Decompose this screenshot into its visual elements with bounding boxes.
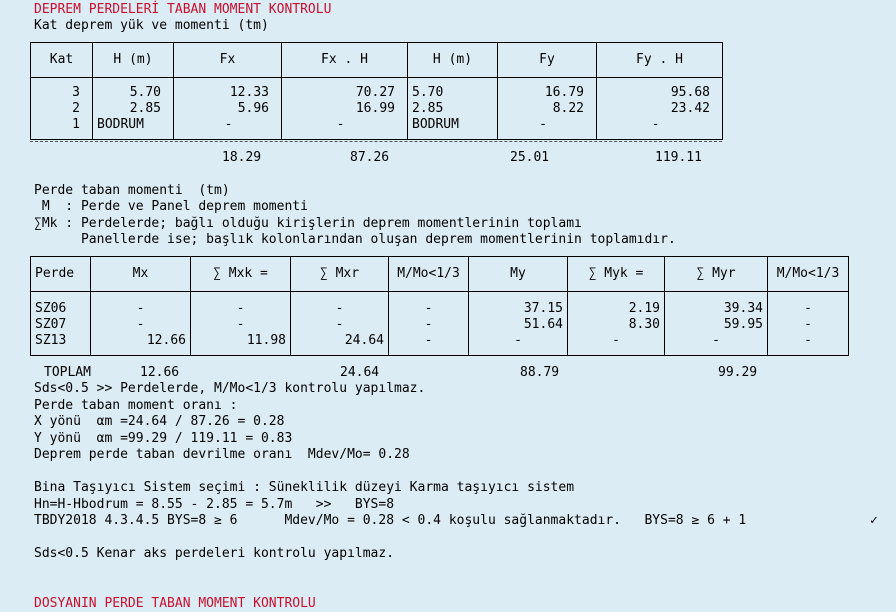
check-icon: ✓ [870,513,878,528]
table-body [31,292,849,356]
col-header: ∑ Myk = [568,257,665,292]
col-header: ∑ Mxk = [191,257,291,292]
col-header: ∑ Mxr [291,257,389,292]
result-line: Sds<0.5 Kenar aks perdeleri kontrolu yapılmaz. [34,546,395,561]
total-mx: 12.66 [140,365,180,380]
total-my: 88.79 [520,365,560,380]
col-header: Fx [174,43,282,78]
fxh-cell: 70.27 16.99 - [282,78,408,140]
col-header: Perde [31,257,91,292]
fx-cell: 12.33 5.96 - [174,78,282,140]
fyh-cell: 95.68 23.42 - [597,78,723,140]
result-line: Hn=H-Hbodrum = 8.55 - 2.85 = 5.7m >> BYS=8 [34,497,395,512]
page-title: DEPREM PERDELERİ TABAN MOMENT KONTROLU [34,2,332,17]
col-header: Kat [31,43,93,78]
col-header: My [469,257,568,292]
mx-cell: - - 12.66 [91,292,191,356]
mmox-cell: - - - [389,292,469,356]
result-line: Deprem perde taban devrilme oranı Mdev/Mo= 0.28 [34,447,410,462]
myr-cell: 39.34 59.95 - [665,292,768,356]
total-fxh: 87.26 [350,150,390,165]
mmoy-cell: - - - [768,292,849,356]
hx-cell: 5.70 2.85 BODRUM [93,78,174,140]
result-line: Bina Taşıyıcı Sistem seçimi : Süneklilik düzeyi Karma taşıyıcı sistem [34,480,575,495]
result-line: Y yönü αm =99.29 / 119.11 = 0.83 [34,431,293,446]
my-cell: 37.15 51.64 - [469,292,568,356]
fy-cell: 16.79 8.22 - [498,78,597,140]
total-fy: 25.01 [510,150,550,165]
col-header: H (m) [408,43,498,78]
note-line: ∑Mk : Perdelerde; bağlı olduğu kirişlerin deprem momentlerinin toplamı [34,216,582,231]
section-subtitle: Kat deprem yük ve momenti (tm) [34,18,269,33]
result-line: Sds<0.5 >> Perdelerde, M/Mo<1/3 kontrolu yapılmaz. [34,381,426,396]
result-line: Perde taban moment oranı : [34,398,238,413]
total-label: TOPLAM [44,365,91,380]
col-header: H (m) [93,43,174,78]
total-fx: 18.29 [222,150,262,165]
col-header: Mx [91,257,191,292]
col-header: Fy [498,43,597,78]
col-header: ∑ Myr [665,257,768,292]
col-header: Fy . H [597,43,723,78]
next-section-heading: DOSYANIN PERDE TABAN MOMENT KONTROLU [34,596,316,611]
table-body [31,78,723,140]
hy-cell: 5.70 2.85 BODRUM [408,78,498,140]
table-header-row [31,257,849,292]
divider [30,141,722,142]
note-line: M : Perde ve Panel deprem momenti [34,199,308,214]
total-myr: 99.29 [718,365,758,380]
result-line: TBDY2018 4.3.4.5 BYS=8 ≥ 6 Mdev/Mo = 0.28 < 0.4 koşulu sağlanmaktadır. BYS=8 ≥ 6 + 1 [34,513,747,528]
col-header: Fx . H [282,43,408,78]
total-mxr: 24.64 [340,365,380,380]
story-load-table [30,42,723,140]
col-header: M/Mo<1/3 [768,257,849,292]
result-line: X yönü αm =24.64 / 87.26 = 0.28 [34,414,285,429]
note-line: Perde taban momenti (tm) [34,183,230,198]
table-header-row [31,43,723,78]
kat-cell: 3 2 1 [31,78,93,140]
mxr-cell: - - 24.64 [291,292,389,356]
note-line: Panellerde ise; başlık kolonlarından oluşan deprem momentlerinin toplamıdır. [34,232,676,247]
myk-cell: 2.19 8.30 - [568,292,665,356]
total-fyh: 119.11 [655,150,702,165]
shear-wall-moment-table [30,256,849,356]
mxk-cell: - - 11.98 [191,292,291,356]
col-header: M/Mo<1/3 [389,257,469,292]
perde-cell: SZ06 SZ07 SZ13 [31,292,91,356]
